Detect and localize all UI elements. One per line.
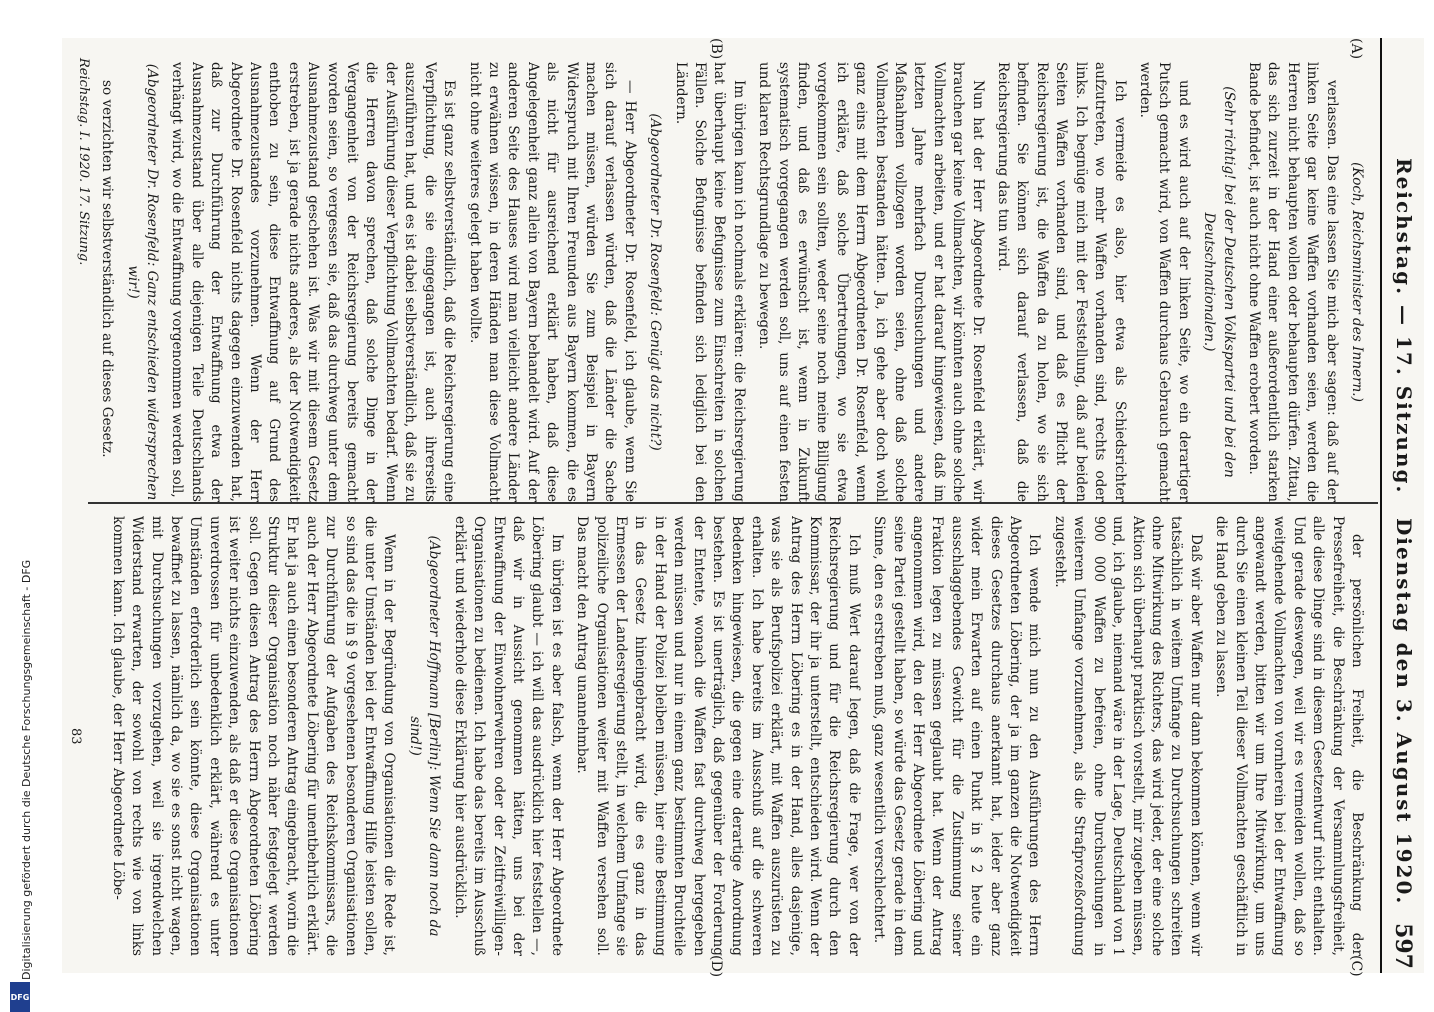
- paragraph: Daß wir aber Waffen nur dann bekommen können, wenn wir tatsächlich in weitem Umfange zu Durchsuchungen schreiten ohne Mitwirkung des Richters, das wird jeder, der eine solche Aktion sich überhaupt praktisch vorstellt, mir zugeben müssen, und, ich glaube, niemand wäre in der Lage, Deutschland von 1 900 000 Waffen zu befreien, ohne Durchsuchungen in weiterem Umfange vorzunehmen, als die Strafprozeßordnung zugesteht.: [1051, 516, 1204, 956]
- footer-left: Reichstag. I. 1920. 17. Sitzung.: [76, 58, 91, 266]
- column-divider: [88, 502, 1378, 504]
- paragraph: Im übrigen ist es aber falsch, wenn der Herr Abgeordnete Löbering glaubt — ich will das ausdrücklich hier feststellen —, daß wir in Aussicht genommen hätten, uns bei der Entwaffnung der Einwohnerwehren oder der Zeitfreiwilligen-Organisationen zu bedienen. Ich habe das bereits im Ausschuß erklärt und wiederhole diese Erklärung hier ausdrücklich.: [451, 516, 565, 956]
- paragraph: Ich vermeide es also, hier etwa als Schiedsrichter aufzutreten, wo mehr Waffen vorhanden sind, rechts oder links. Ich begnüge mich mit der Feststellung, daß auf beiden Seiten Waffen vorhanden sind, und daß es Pflicht der Reichsregierung ist, die Waffen da zu holen, wo sie sich befinden. Sie können sich darauf verlassen, daß die Reichsregierung das tun wird.: [995, 62, 1128, 502]
- paragraph: Nun hat der Herr Abgeordnete Dr. Rosenfeld erklärt, wir brauchen gar keine Vollmachten, wir könnten auch ohne solche Vollmachten arbeiten, und er hat darauf hingewiesen, daß im letzten Jahre mehrfach Durchsuchungen und andere Maßnahmen vollzogen worden seien, ohne daß solche Vollmachten bestanden hätten. Ja, ich gehe aber doch wohl ganz eins mit dem Herrn Abgeordneten Dr. Rosenfeld, wenn ich erkläre, daß solche Übertretungen, wo sie etwa vorgekommen sein sollten, weder seine noch meine Billigung finden, und daß es erwünscht ist, wenn in Zukunft systematisch vorgegangen werden soll, uns auf einen festen und klaren Rechtsgrundlage zu bewegen.: [756, 62, 986, 502]
- right-column: [96, 516, 1366, 956]
- left-column: [96, 62, 1366, 502]
- footer-page-signature: 83: [68, 728, 83, 745]
- paragraph: (Abgeordneter Dr. Rosenfeld: Ganz entschieden widersprechen wir!): [124, 63, 161, 501]
- paragraph: Ich wende mich nun zu den Ausführungen des Herrn Abgeordneten Löbering, der ja im ganzen die Notwendigkeit dieses Gesetzes durchaus anerkannt hat, leider aber ganz wider mein Erwarten auf einen Punkt in § 2 heute ein ausschlaggebendes Gewicht für die Zustimmung seiner Fraktion legen zu müssen geglaubt hat. Wenn der Antrag angenommen wird, den der Herr Abgeordnete Löbering und seine Partei gestellt haben, so würde das Gesetz gerade in dem Sinne, den es erstreben muß, ganz wesentlich verschlechtert.: [871, 516, 1043, 956]
- paragraph: und es wird auch auf der linken Seite, wo ein derartiger Putsch gemacht wird, von Waffen durchaus Gebrauch gemacht werden.: [1136, 62, 1192, 502]
- margin-mark-d: (D): [708, 955, 724, 978]
- digitization-credit: [8, 20, 33, 1002]
- margin-mark-c: (C): [1348, 955, 1364, 977]
- paragraph: — Herr Abgeordneter Dr. Rosenfeld, ich glaube, wenn Sie sich darauf verlassen würden, daß die Länder die Sache machen müssen, würden Sie zum Beispiel in Bayern Widerspruch mit Ihren Freunden aus Bayern kommen, die es als nicht für ausreichend erklärt haben, daß diese Angelegenheit ganz allein von Bayern behandelt wird. Auf der anderen Seite des Hauses wird man vielleicht andere Länder zu erwähnen wissen, in deren Händen man diese Vollmacht nicht ohne weiteres gelegt haben wollte.: [466, 62, 638, 502]
- paragraph: (Sehr richtig! bei der Deutschen Volkspartei und bei den Deutschnationalen.): [1201, 86, 1237, 478]
- paragraph: (Koch, Reichsminister des Innern.): [1349, 162, 1365, 402]
- scanned-page: [62, 38, 1424, 978]
- dfg-logo: DFG: [10, 982, 30, 1012]
- page-sheet: [62, 38, 1424, 978]
- paragraph: (Abgeordneter Dr. Rosenfeld: Genügt das nicht?): [647, 113, 664, 451]
- paragraph: Ich muß Wert darauf legen, daß die Frage, wer von der Reichsregierung und für die Reichsregierung durch den Kommissar, der ihr ja unterstellt, entschieden wird. Wenn der Antrag des Herrn Löbering es in der Hand, alles dasjenige, was sie als Berufspolizei erklärt, mit Waffen auszurüsten zu erhalten. Ich habe bereits im Ausschuß auf die schweren Bedenken hingewiesen, die gegen eine derartige Anordnung bestehen. Es ist unerträglich, daß gegenüber der Forderung der Entente, wonach die Waffen fast durchweg hergegeben werden müssen und nur in einem ganz bestimmten Bruchteile in der Hand der Polizei bleiben müssen, hier eine Bestimmung in das Gesetz hineingebracht wird, die es ganz in das Ermessen der Landesregierung stellt, in welchem Umfange sie polizeiliche Organisationen weiter mit Waffen versehen soll. Das macht den Antrag unannehmbar.: [574, 516, 862, 956]
- credit-text: Digitalisierung gefördert durch die Deutsche Forschungsgemeinschaft - DFG: [20, 559, 33, 980]
- page-header: [1380, 38, 1424, 973]
- paragraph: der persönlichen Freiheit, die Beschränkung der Pressefreiheit, die Beschränkung der Versammlungsfreiheit, alle diese Dinge sind in diesem Gesetzentwurf nicht enthalten. Und gerade deswegen, weil wir es vermeiden wollen, daß so weitgehende Vollmachten von vornherein bei der Entwaffnung angewandt werden, bitten wir um Ihre Mitwirkung, um uns durch Sie einen kleinen Teil dieser Vollmachten geschäftlich in die Hand geben zu lassen.: [1213, 516, 1365, 956]
- header-left: Reichstag. — 17. Sitzung.: [1392, 158, 1416, 495]
- margin-mark-a: (A): [1348, 38, 1364, 60]
- paragraph: Im übrigen kann ich nochmals erklären: die Reichsregierung hat überhaupt keine Befugnisse zum Einschreiten in solchen Fällen. Solche Befugnisse befinden sich lediglich bei den Ländern.: [672, 62, 747, 502]
- paragraph: verlassen. Das eine lassen Sie mich aber sagen: daß auf der linken Seite gar keine Waffen vorhanden seien, werden die Herren nicht behaupten wollen oder behaupten dürfen. Zittau, das sich zurzeit in der Hand einer außerordentlich starken Bande befindet, ist auch nicht ohne Waffen erobert worden.: [1245, 62, 1340, 502]
- page-number: 597: [1390, 923, 1416, 969]
- paragraph: (Abgeordneter Hoffmann [Berlin]: Wenn Sie dann noch da sind!): [406, 535, 443, 937]
- paragraph: so verzichten wir selbstverständlich auf dieses Gesetz.: [99, 80, 116, 458]
- header-right: Dienstag den 3. August 1920.: [1392, 518, 1416, 906]
- paragraph: Es ist ganz selbstverständlich, daß die Reichsregierung eine Verpflichtung, die sie eingegangen ist, auch ihrerseits auszuführen hat, und es ist dabei selbstverständlich, daß sie zu der Ausführung dieser Verpflichtung Vollmachten bedarf. Wenn die Herren davon sprechen, daß solche Dinge in der Vergangenheit von der Reichsregierung bereits gemacht worden seien, so vergessen sie, daß das durchweg unter dem Ausnahmezustand geschehen ist. Was wir mit diesem Gesetz erstreben, ist ja gerade nichts anderes, als der Notwendigkeit enthoben zu sein, diese Entwaffnung auf Grund des Ausnahmezustandes vorzunehmen. Wenn der Herr Abgeordnete Dr. Rosenfeld nichts dagegen einzuwenden hat, daß zur Durchführung der Entwaffnung etwa der Ausnahmezustand über alle diejenigen Teile Deutschlands verhängt wird, wo die Entwaffnung vorgenommen werden soll,: [169, 62, 458, 502]
- paragraph: Wenn in der Begründung von Organisationen die Rede ist, die unter Umständen bei der Entwaffnung Hilfe leisten sollen, so sind das die in § 9 vorgesehenen besonderen Organisationen zur Durchführung der Aufgaben des Reichskommissars, die auch der Herr Abgeordnete Löbering für unentbehrlich erklärt. Er hat ja auch einen besonderen Antrag eingebracht, worin die Struktur dieser Organisation noch näher festgelegt werden soll. Gegen diesen Antrag des Herrn Abgeordneten Löbering ist weiter nichts einzuwenden, als daß er diese Organisationen unverdrossen für unbedenklich erklärt, während es unter Umständen erforderlich sein könnte, diese Organisationen bewaffnet zu lassen, nämlich da, wo sie es sonst nicht wagen, mit Durchsuchungen vorzugehen, weil sie irgendwelchen Widerstand erwarten, der sowohl von rechts wie von links kommen kann. Ich glaube, der Herr Abgeordnete Löbe-: [109, 516, 398, 956]
- margin-mark-b: (B): [708, 38, 724, 60]
